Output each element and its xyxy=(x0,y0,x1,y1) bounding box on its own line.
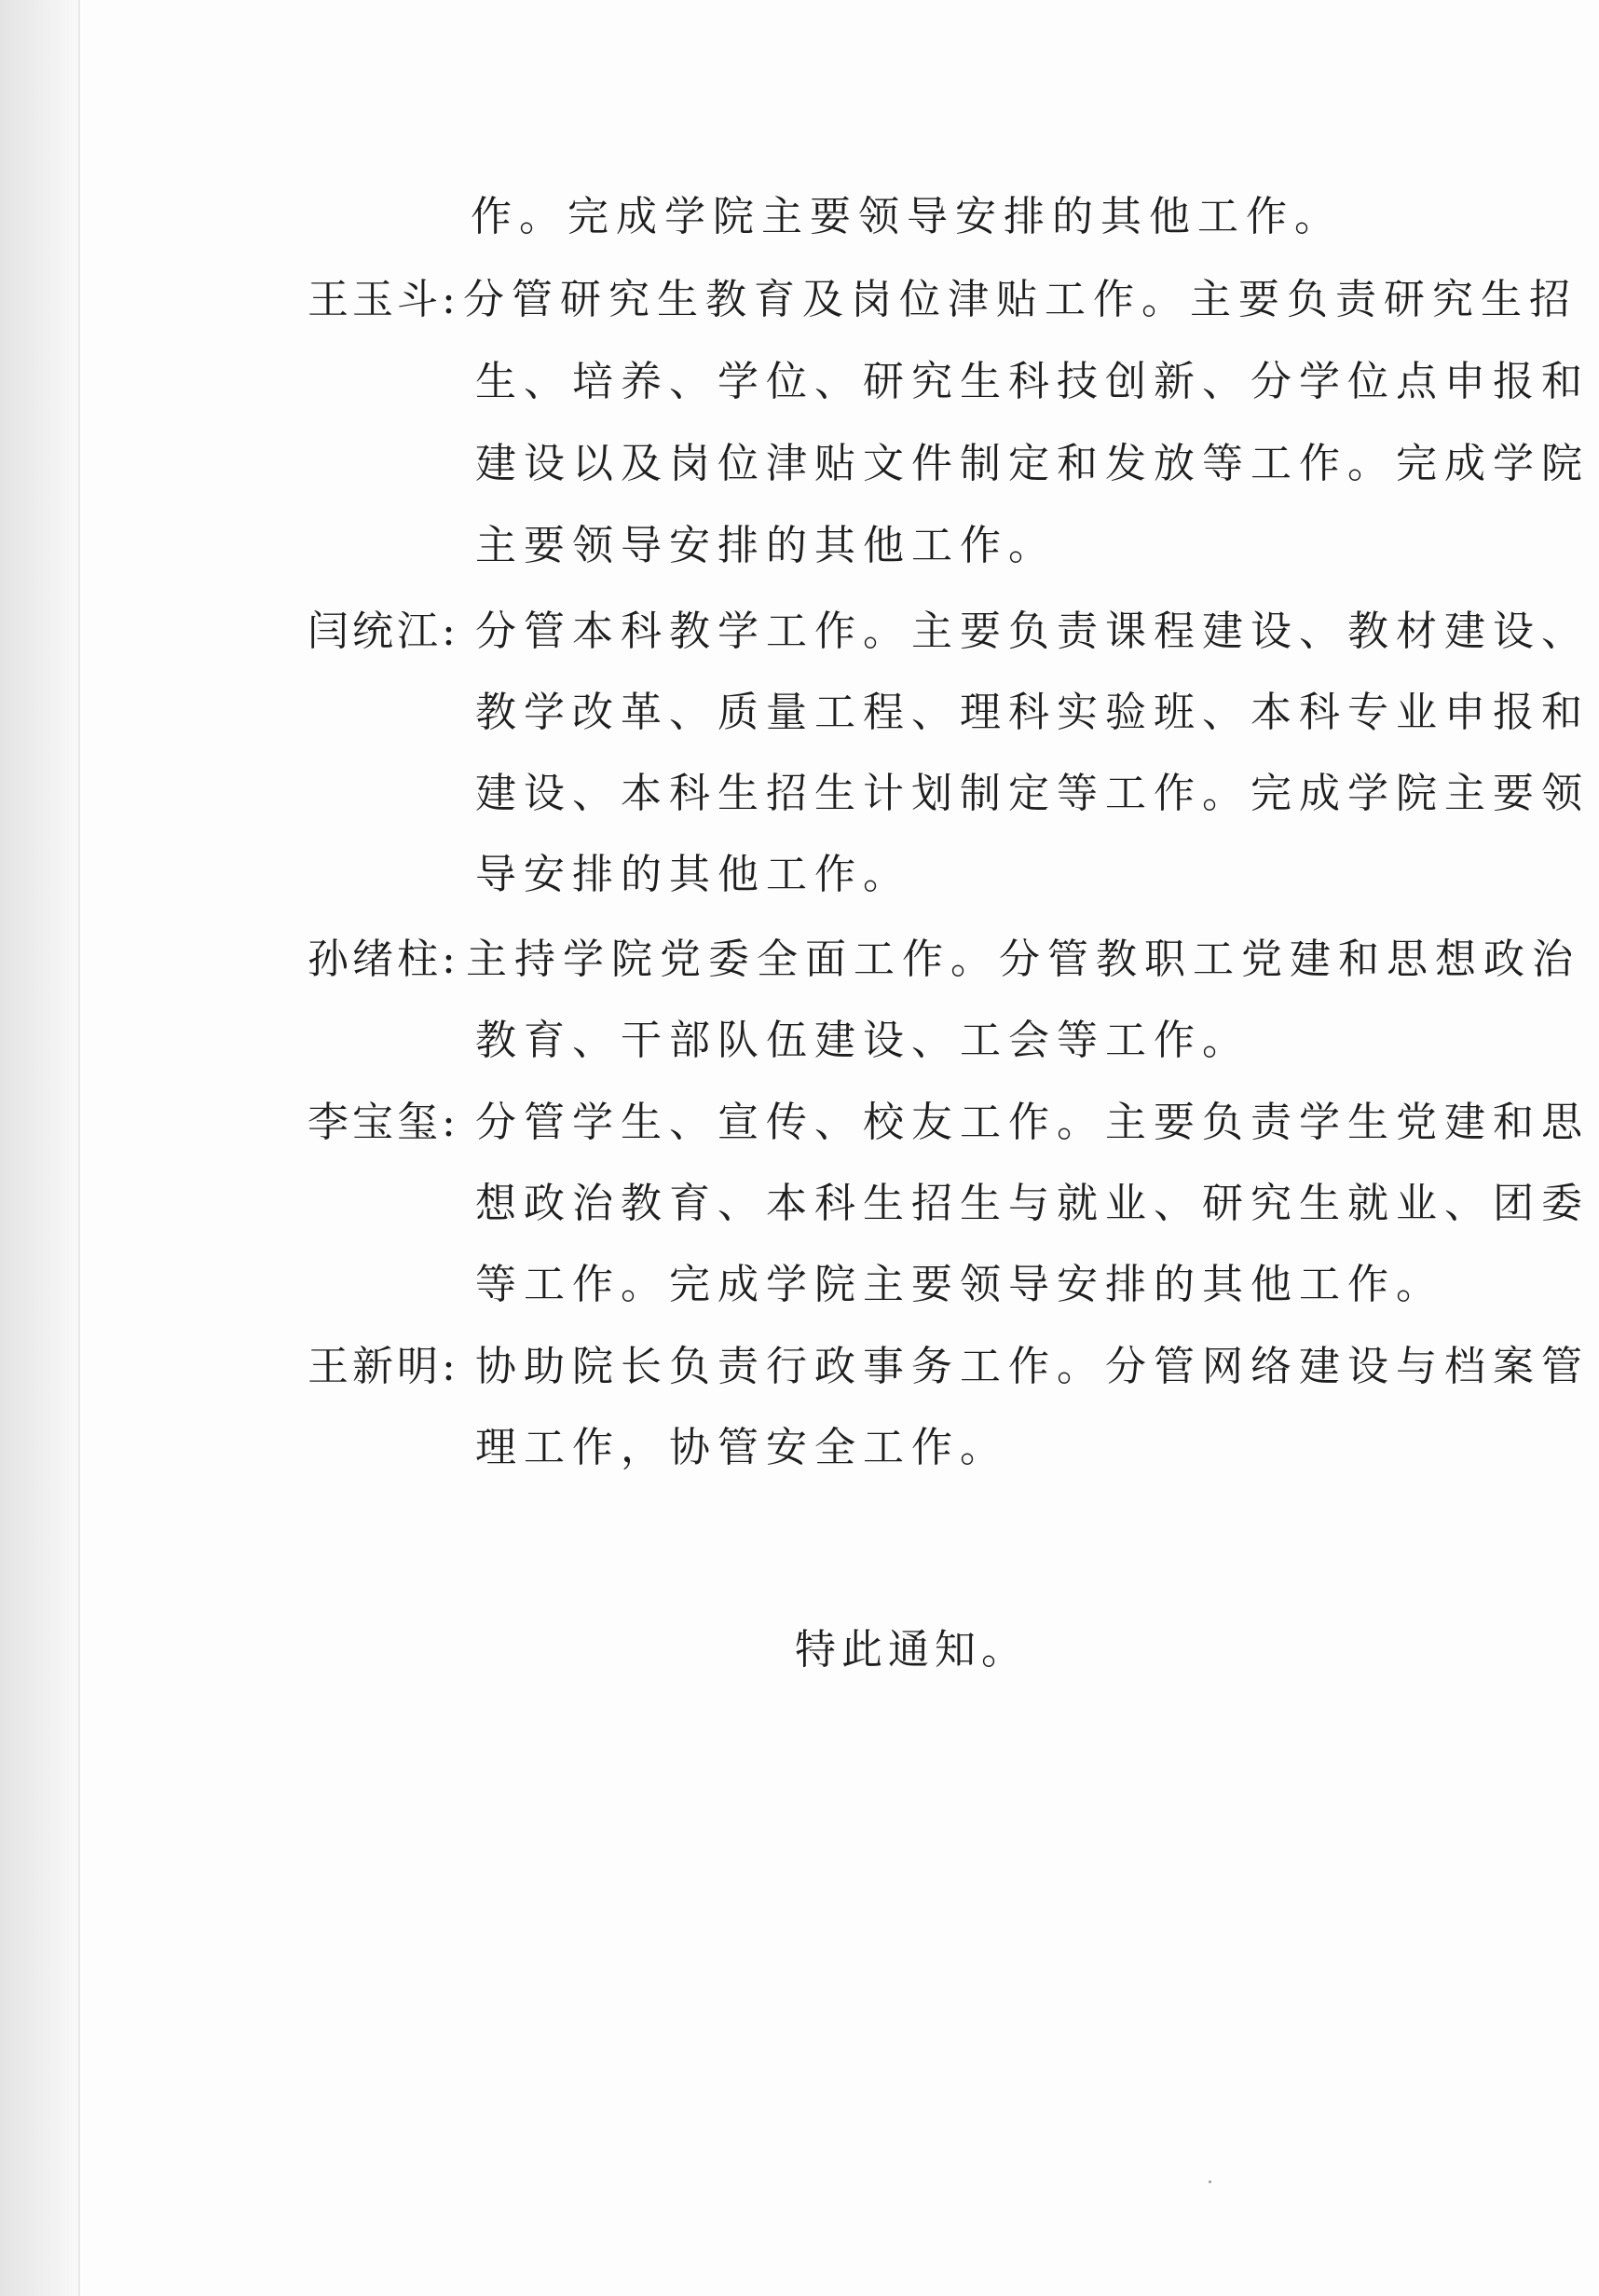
scan-shadow-edge xyxy=(0,0,80,2296)
entry-name: 王玉斗: xyxy=(308,276,459,323)
entry-text-line: 想政治教育、本科生招生与就业、研究生就业、团委 xyxy=(475,1180,1590,1227)
entry-text-line: 分管本科教学工作。主要负责课程建设、教材建设、 xyxy=(475,608,1590,655)
entry-text-line: 建设以及岗位津贴文件制定和发放等工作。完成学院 xyxy=(475,440,1590,487)
entry-text-line: 协助院长负责行政事务工作。分管网络建设与档案管 xyxy=(475,1343,1590,1390)
entry-name: 王新明: xyxy=(308,1343,459,1390)
entry-text-line: 建设、本科生招生计划制定等工作。完成学院主要领 xyxy=(475,770,1590,817)
closing-text: 特此通知。 xyxy=(795,1626,1028,1674)
entry-text-line: 主持学院党委全面工作。分管教职工党建和思想政治 xyxy=(466,936,1580,983)
scan-speck xyxy=(1209,2180,1211,2183)
entry-text-line: 理工作，协管安全工作。 xyxy=(475,1424,1008,1471)
scan-edge-line xyxy=(78,0,80,2296)
entry-text-line: 分管学生、宣传、校友工作。主要负责学生党建和思 xyxy=(475,1099,1590,1146)
entry-text-line: 主要领导安排的其他工作。 xyxy=(475,522,1057,569)
entry-name: 孙绪柱: xyxy=(308,936,459,983)
entry-name: 李宝玺: xyxy=(308,1099,459,1146)
entry-text-line: 教育、干部队伍建设、工会等工作。 xyxy=(475,1017,1250,1064)
entry-text-line: 教学改革、质量工程、理科实验班、本科专业申报和 xyxy=(475,689,1590,736)
entry-text-line: 导安排的其他工作。 xyxy=(475,851,911,898)
continuation-line: 作。完成学院主要领导安排的其他工作。 xyxy=(471,193,1343,240)
entry-name: 闫统江: xyxy=(308,608,459,655)
entry-text-line: 等工作。完成学院主要领导安排的其他工作。 xyxy=(475,1261,1444,1308)
entry-text-line: 分管研究生教育及岗位津贴工作。主要负责研究生招 xyxy=(463,276,1578,323)
entry-text-line: 生、培养、学位、研究生科技创新、分学位点申报和 xyxy=(475,358,1590,405)
